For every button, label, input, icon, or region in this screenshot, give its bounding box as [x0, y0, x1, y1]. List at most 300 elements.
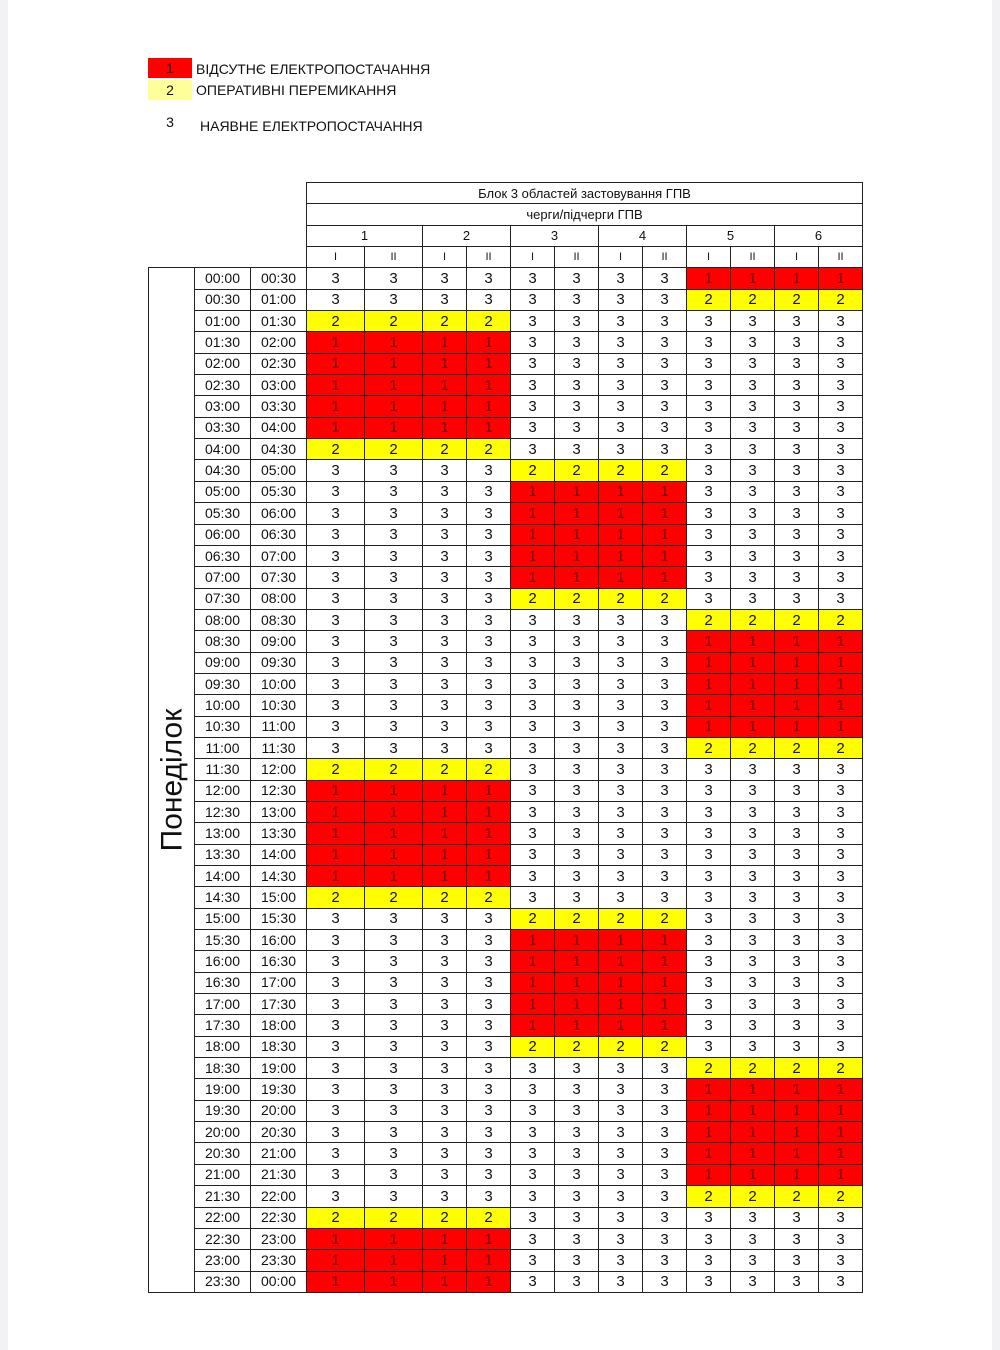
status-cell: 3: [819, 801, 863, 822]
time-start: 22:00: [195, 1207, 251, 1228]
time-end: 16:00: [251, 930, 307, 951]
status-cell: 3: [731, 417, 775, 438]
time-end: 02:00: [251, 332, 307, 353]
status-cell: 3: [775, 503, 819, 524]
status-cell: 1: [467, 332, 511, 353]
status-cell: 1: [599, 972, 643, 993]
time-end: 06:30: [251, 524, 307, 545]
status-cell: 3: [365, 1058, 423, 1079]
status-cell: 1: [731, 268, 775, 289]
status-cell: 3: [599, 1186, 643, 1207]
status-cell: 1: [423, 844, 467, 865]
status-cell: 3: [511, 673, 555, 694]
status-cell: 2: [643, 588, 687, 609]
status-cell: 3: [307, 1015, 365, 1036]
status-cell: 3: [775, 1250, 819, 1271]
status-cell: 1: [365, 1228, 423, 1249]
status-cell: 1: [819, 695, 863, 716]
status-cell: 1: [687, 1100, 731, 1121]
status-cell: 3: [819, 994, 863, 1015]
status-cell: 3: [555, 417, 599, 438]
status-cell: 3: [819, 396, 863, 417]
status-cell: 3: [687, 1250, 731, 1271]
status-cell: 1: [307, 780, 365, 801]
status-cell: 3: [307, 481, 365, 502]
status-cell: 2: [775, 1186, 819, 1207]
time-start: 12:00: [195, 780, 251, 801]
status-cell: 3: [467, 1036, 511, 1057]
time-start: 22:30: [195, 1228, 251, 1249]
status-cell: 3: [307, 1164, 365, 1185]
status-cell: 3: [819, 1015, 863, 1036]
status-cell: 3: [599, 1100, 643, 1121]
status-cell: 3: [643, 759, 687, 780]
status-cell: 1: [555, 972, 599, 993]
status-cell: 3: [467, 951, 511, 972]
status-cell: 3: [643, 737, 687, 758]
status-cell: 1: [731, 631, 775, 652]
status-cell: 3: [775, 332, 819, 353]
subqueue-header: II: [467, 247, 511, 268]
status-cell: 1: [687, 1079, 731, 1100]
status-cell: 3: [555, 332, 599, 353]
status-cell: 3: [555, 609, 599, 630]
status-cell: 3: [643, 866, 687, 887]
status-cell: 3: [467, 289, 511, 310]
status-cell: 3: [643, 844, 687, 865]
status-cell: 3: [423, 930, 467, 951]
table-row: [149, 631, 863, 652]
time-start: 02:30: [195, 375, 251, 396]
status-cell: 3: [731, 887, 775, 908]
status-cell: 3: [511, 695, 555, 716]
status-cell: 3: [643, 1143, 687, 1164]
status-cell: 3: [555, 1100, 599, 1121]
time-end: 00:00: [251, 1271, 307, 1292]
status-cell: 1: [511, 930, 555, 951]
status-cell: 3: [467, 460, 511, 481]
time-end: 23:00: [251, 1228, 307, 1249]
queue-header: 5: [687, 225, 775, 246]
time-end: 08:00: [251, 588, 307, 609]
time-end: 21:00: [251, 1143, 307, 1164]
status-cell: 3: [307, 1143, 365, 1164]
table-row: [149, 417, 863, 438]
status-cell: 3: [467, 1122, 511, 1143]
status-cell: 3: [687, 545, 731, 566]
table-row: [149, 481, 863, 502]
status-cell: 3: [775, 780, 819, 801]
status-cell: 3: [819, 439, 863, 460]
status-cell: 3: [511, 737, 555, 758]
status-cell: 3: [555, 1058, 599, 1079]
status-cell: 3: [423, 994, 467, 1015]
status-cell: 1: [687, 673, 731, 694]
time-start: 00:30: [195, 289, 251, 310]
status-cell: 2: [511, 1036, 555, 1057]
status-cell: 3: [687, 930, 731, 951]
table-row: [149, 972, 863, 993]
status-cell: 3: [423, 737, 467, 758]
status-cell: 2: [423, 759, 467, 780]
status-cell: 3: [775, 972, 819, 993]
status-cell: 3: [511, 417, 555, 438]
status-cell: 3: [555, 631, 599, 652]
status-cell: 3: [643, 695, 687, 716]
status-cell: 1: [511, 481, 555, 502]
status-cell: 2: [731, 737, 775, 758]
status-cell: 3: [643, 1079, 687, 1100]
time-start: 05:00: [195, 481, 251, 502]
status-cell: 3: [643, 268, 687, 289]
status-cell: 1: [307, 1228, 365, 1249]
status-cell: 1: [731, 1122, 775, 1143]
legend-label: ВІДСУТНЄ ЕЛЕКТРОПОСТАЧАННЯ: [196, 61, 431, 77]
status-cell: 3: [731, 1271, 775, 1292]
status-cell: 3: [423, 1122, 467, 1143]
status-cell: 3: [731, 844, 775, 865]
status-cell: 1: [775, 1143, 819, 1164]
status-cell: 3: [423, 289, 467, 310]
status-cell: 3: [775, 994, 819, 1015]
status-cell: 3: [599, 866, 643, 887]
status-cell: 3: [307, 609, 365, 630]
status-cell: 1: [775, 652, 819, 673]
status-cell: 3: [599, 780, 643, 801]
status-cell: 1: [599, 994, 643, 1015]
day-label-text: Понеділок: [155, 708, 188, 852]
status-cell: 3: [467, 567, 511, 588]
time-start: 16:00: [195, 951, 251, 972]
status-cell: 1: [307, 353, 365, 374]
status-cell: 3: [467, 609, 511, 630]
subqueue-header: II: [819, 247, 863, 268]
status-cell: 3: [307, 289, 365, 310]
status-cell: 2: [511, 460, 555, 481]
status-cell: 3: [423, 908, 467, 929]
status-cell: 3: [423, 1100, 467, 1121]
status-cell: 3: [423, 951, 467, 972]
status-cell: 3: [467, 503, 511, 524]
status-cell: 3: [511, 780, 555, 801]
status-cell: 3: [555, 396, 599, 417]
time-end: 17:30: [251, 994, 307, 1015]
status-cell: 1: [307, 801, 365, 822]
status-cell: 1: [599, 567, 643, 588]
table-row: [149, 866, 863, 887]
status-cell: 3: [775, 844, 819, 865]
time-start: 11:30: [195, 759, 251, 780]
status-cell: 3: [423, 1058, 467, 1079]
status-cell: 3: [307, 972, 365, 993]
status-cell: 3: [599, 439, 643, 460]
time-end: 01:00: [251, 289, 307, 310]
status-cell: 3: [643, 823, 687, 844]
time-start: 13:00: [195, 823, 251, 844]
status-cell: 3: [731, 866, 775, 887]
status-cell: 3: [819, 823, 863, 844]
time-start: 20:00: [195, 1122, 251, 1143]
status-cell: 3: [731, 332, 775, 353]
status-cell: 3: [467, 716, 511, 737]
status-cell: 1: [365, 780, 423, 801]
status-cell: 2: [365, 887, 423, 908]
time-start: 05:30: [195, 503, 251, 524]
table-row: [149, 1036, 863, 1057]
table-row: [149, 609, 863, 630]
status-cell: 1: [365, 375, 423, 396]
status-cell: 2: [511, 588, 555, 609]
time-end: 04:00: [251, 417, 307, 438]
status-cell: 2: [307, 759, 365, 780]
table-row: [149, 652, 863, 673]
status-cell: 1: [555, 930, 599, 951]
status-cell: 2: [687, 609, 731, 630]
time-end: 09:00: [251, 631, 307, 652]
status-cell: 1: [599, 524, 643, 545]
time-end: 07:30: [251, 567, 307, 588]
status-cell: 3: [555, 652, 599, 673]
status-cell: 3: [365, 524, 423, 545]
status-cell: 3: [511, 1079, 555, 1100]
status-cell: 3: [555, 737, 599, 758]
status-cell: 2: [599, 908, 643, 929]
status-cell: 3: [511, 353, 555, 374]
status-cell: 2: [819, 737, 863, 758]
status-cell: 1: [511, 972, 555, 993]
status-cell: 2: [365, 439, 423, 460]
status-cell: 1: [775, 1100, 819, 1121]
status-cell: 1: [775, 1164, 819, 1185]
status-cell: 3: [687, 588, 731, 609]
status-cell: 1: [467, 375, 511, 396]
status-cell: 1: [687, 1143, 731, 1164]
time-start: 17:30: [195, 1015, 251, 1036]
status-cell: 2: [643, 908, 687, 929]
time-start: 21:30: [195, 1186, 251, 1207]
subqueue-header: II: [365, 247, 423, 268]
status-cell: 1: [555, 994, 599, 1015]
status-cell: 3: [687, 417, 731, 438]
status-cell: 3: [511, 1250, 555, 1271]
status-cell: 1: [819, 673, 863, 694]
status-cell: 3: [423, 1186, 467, 1207]
status-cell: 1: [555, 1015, 599, 1036]
status-cell: 1: [643, 951, 687, 972]
time-start: 12:30: [195, 801, 251, 822]
status-cell: 3: [731, 545, 775, 566]
status-cell: 3: [365, 503, 423, 524]
status-cell: 2: [599, 1036, 643, 1057]
time-start: 09:00: [195, 652, 251, 673]
status-cell: 3: [775, 1228, 819, 1249]
status-cell: 3: [775, 759, 819, 780]
status-cell: 3: [599, 417, 643, 438]
status-cell: 3: [423, 567, 467, 588]
status-cell: 3: [307, 1036, 365, 1057]
legend-label: НАЯВНЕ ЕЛЕКТРОПОСТАЧАННЯ: [200, 118, 423, 134]
status-cell: 3: [467, 268, 511, 289]
status-cell: 3: [511, 1122, 555, 1143]
status-cell: 2: [643, 1036, 687, 1057]
status-cell: 3: [365, 972, 423, 993]
status-cell: 1: [775, 631, 819, 652]
status-cell: 3: [599, 332, 643, 353]
status-cell: 2: [423, 1207, 467, 1228]
status-cell: 1: [467, 396, 511, 417]
time-end: 17:00: [251, 972, 307, 993]
status-cell: 3: [731, 1250, 775, 1271]
status-cell: 1: [819, 1122, 863, 1143]
status-cell: 1: [819, 716, 863, 737]
status-cell: 3: [423, 1036, 467, 1057]
status-cell: 3: [365, 545, 423, 566]
status-cell: 3: [511, 631, 555, 652]
status-cell: 3: [511, 716, 555, 737]
status-cell: 1: [819, 652, 863, 673]
time-end: 10:30: [251, 695, 307, 716]
status-cell: 3: [365, 289, 423, 310]
status-cell: 1: [775, 695, 819, 716]
status-cell: 3: [555, 716, 599, 737]
status-cell: 1: [687, 1164, 731, 1185]
time-end: 18:00: [251, 1015, 307, 1036]
status-cell: 3: [307, 673, 365, 694]
legend-swatch-white: 3: [166, 114, 174, 130]
table-row: [149, 673, 863, 694]
status-cell: 3: [819, 567, 863, 588]
time-end: 04:30: [251, 439, 307, 460]
table-row: [149, 1079, 863, 1100]
status-cell: 3: [307, 695, 365, 716]
status-cell: 3: [687, 780, 731, 801]
status-cell: 3: [423, 1079, 467, 1100]
status-cell: 3: [365, 268, 423, 289]
status-cell: 3: [819, 375, 863, 396]
status-cell: 1: [365, 332, 423, 353]
time-start: 14:00: [195, 866, 251, 887]
status-cell: 3: [511, 844, 555, 865]
table-row: [149, 1122, 863, 1143]
status-cell: 3: [511, 887, 555, 908]
status-cell: 3: [365, 1186, 423, 1207]
legend-swatch-red: 1: [148, 58, 192, 78]
status-cell: 3: [687, 439, 731, 460]
status-cell: 1: [819, 268, 863, 289]
status-cell: 1: [511, 951, 555, 972]
status-cell: 3: [819, 353, 863, 374]
status-cell: 3: [423, 609, 467, 630]
status-cell: 3: [687, 1207, 731, 1228]
status-cell: 3: [643, 1058, 687, 1079]
time-end: 14:00: [251, 844, 307, 865]
status-cell: 3: [599, 1143, 643, 1164]
status-cell: 3: [819, 866, 863, 887]
legend-swatch-yellow: 2: [148, 80, 192, 100]
status-cell: 3: [555, 1250, 599, 1271]
status-cell: 3: [511, 375, 555, 396]
status-cell: 2: [731, 609, 775, 630]
time-start: 10:30: [195, 716, 251, 737]
status-cell: 3: [731, 353, 775, 374]
status-cell: 3: [599, 1164, 643, 1185]
status-cell: 3: [731, 588, 775, 609]
time-end: 20:30: [251, 1122, 307, 1143]
status-cell: 3: [731, 759, 775, 780]
status-cell: 1: [643, 994, 687, 1015]
status-cell: 3: [511, 823, 555, 844]
status-cell: 1: [687, 716, 731, 737]
subqueue-header: I: [423, 247, 467, 268]
status-cell: 1: [731, 1100, 775, 1121]
status-cell: 3: [775, 930, 819, 951]
status-cell: 1: [687, 631, 731, 652]
status-cell: 3: [423, 972, 467, 993]
status-cell: 1: [423, 801, 467, 822]
time-end: 22:30: [251, 1207, 307, 1228]
status-cell: 1: [599, 951, 643, 972]
status-cell: 1: [599, 503, 643, 524]
table-row: [149, 780, 863, 801]
table-row: [149, 1143, 863, 1164]
status-cell: 3: [555, 439, 599, 460]
table-row: [149, 1058, 863, 1079]
status-cell: 3: [555, 1079, 599, 1100]
status-cell: 3: [819, 311, 863, 332]
status-cell: 1: [819, 1100, 863, 1121]
table-row: [149, 994, 863, 1015]
table-row: [149, 460, 863, 481]
status-cell: 3: [307, 737, 365, 758]
status-cell: 3: [555, 759, 599, 780]
status-cell: 3: [555, 311, 599, 332]
status-cell: 1: [643, 1015, 687, 1036]
status-cell: 1: [511, 567, 555, 588]
status-cell: 1: [599, 545, 643, 566]
table-row: [149, 1207, 863, 1228]
status-cell: 3: [643, 1164, 687, 1185]
status-cell: 1: [687, 695, 731, 716]
status-cell: 1: [555, 567, 599, 588]
status-cell: 3: [819, 332, 863, 353]
table-row: [149, 759, 863, 780]
status-cell: 1: [731, 673, 775, 694]
status-cell: 3: [687, 844, 731, 865]
table-row: [149, 1164, 863, 1185]
status-cell: 3: [643, 1271, 687, 1292]
status-cell: 3: [687, 1228, 731, 1249]
status-cell: 3: [643, 289, 687, 310]
status-cell: 3: [599, 801, 643, 822]
table-row: [149, 1271, 863, 1292]
queue-header: 6: [775, 225, 863, 246]
table-row: [149, 1100, 863, 1121]
status-cell: 3: [687, 567, 731, 588]
status-cell: 3: [599, 375, 643, 396]
time-start: 11:00: [195, 737, 251, 758]
status-cell: 3: [599, 759, 643, 780]
status-cell: 3: [775, 951, 819, 972]
status-cell: 2: [643, 460, 687, 481]
status-cell: 3: [555, 823, 599, 844]
status-cell: 3: [775, 1015, 819, 1036]
status-cell: 3: [555, 1186, 599, 1207]
status-cell: 3: [555, 1122, 599, 1143]
status-cell: 3: [365, 481, 423, 502]
status-cell: 1: [511, 994, 555, 1015]
time-start: 19:30: [195, 1100, 251, 1121]
status-cell: 2: [555, 588, 599, 609]
